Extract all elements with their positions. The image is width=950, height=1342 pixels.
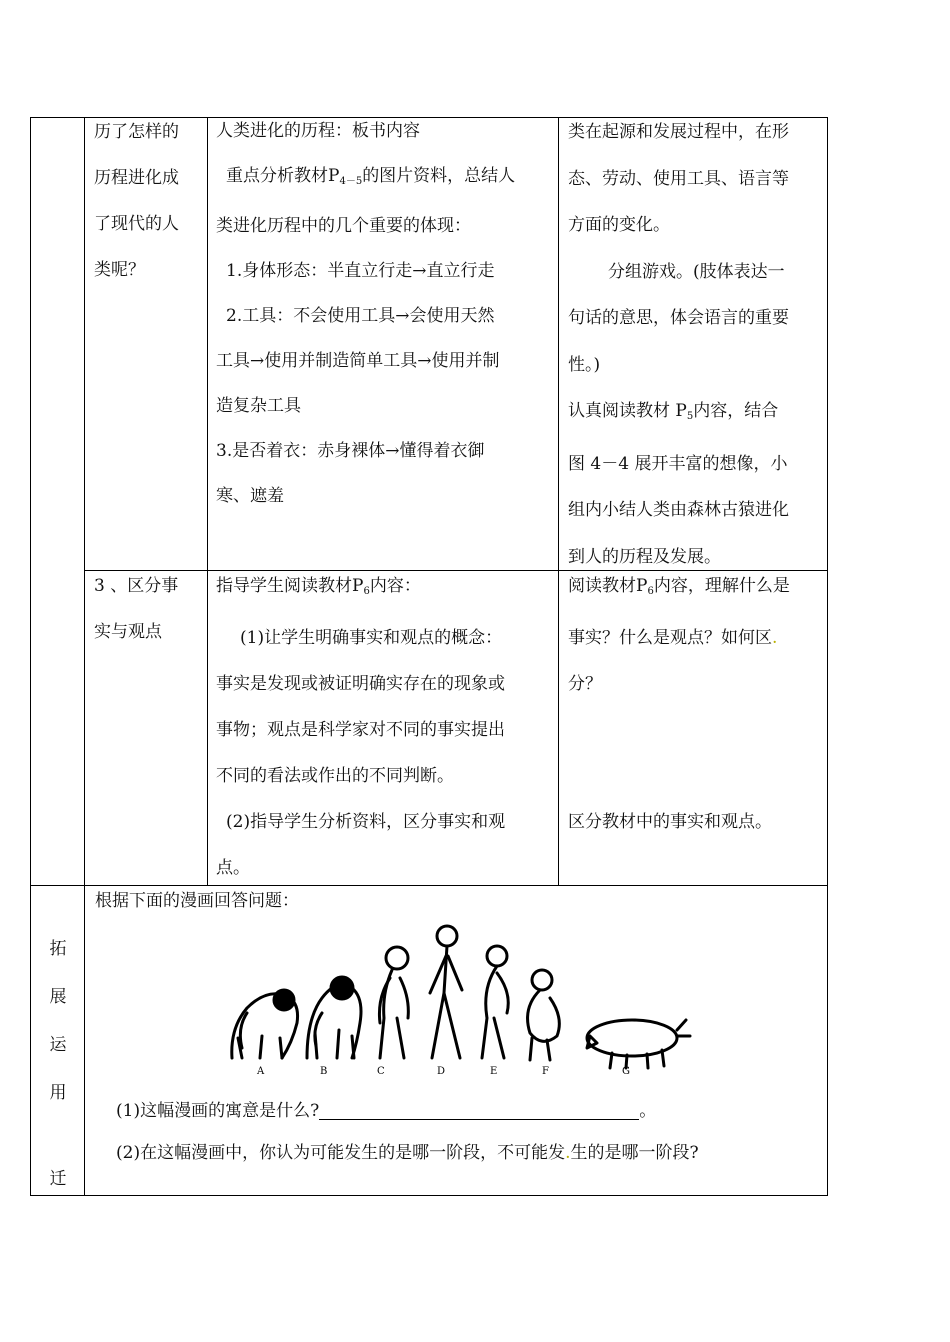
row1-student-line: 性。) <box>568 354 601 375</box>
question-1-text: (1)这幅漫画的寓意是什么? <box>116 1101 320 1121</box>
text-fragment: 指导学生阅读教材P <box>216 576 364 596</box>
side-char: 用 <box>49 1083 67 1103</box>
row2-student-cell <box>568 563 826 845</box>
row1-teacher-line: 3.是否着衣：赤身裸体→懂得着衣御 <box>216 441 485 461</box>
row1-student-line <box>568 388 826 441</box>
row1-topic-line: 历了怎样的 <box>94 122 179 142</box>
row2-student-line: 分？ <box>568 674 602 694</box>
row2-teacher-line: 事实是发现或被证明确实存在的现象或 <box>216 674 505 694</box>
subscript: 6 <box>647 586 654 597</box>
question-1-end: 。 <box>639 1101 657 1121</box>
figure-label: D <box>437 1066 446 1077</box>
table-bottom-border <box>30 1195 828 1196</box>
row2-student-line: 区分教材中的事实和观点。 <box>568 812 772 832</box>
row2-topic-cell <box>94 563 202 655</box>
text-fragment: 内容，结合 <box>693 401 779 421</box>
side-char: 迁 <box>49 1169 67 1189</box>
row2-teacher-line: (2)指导学生分析资料，区分事实和观 <box>226 812 506 832</box>
text-fragment: 认真阅读教材 P <box>568 401 687 421</box>
figure-e <box>482 946 508 1058</box>
figure-label: G <box>622 1066 630 1077</box>
subscript: 4－5 <box>339 176 363 187</box>
text-fragment: 内容： <box>369 576 421 596</box>
answer-blank[interactable] <box>319 1101 639 1120</box>
row1-student-line: 方面的变化。 <box>568 215 670 235</box>
row1-teacher-line: 类进化历程中的几个重要的体现： <box>216 216 471 236</box>
row1-student-line: 分组游戏。(肢体表达一 <box>608 261 785 282</box>
table-right-border <box>827 117 828 1196</box>
row2-teacher-line: (1)让学生明确事实和观点的概念： <box>240 628 503 648</box>
subscript: 5 <box>686 411 694 422</box>
row1-student-cell <box>568 109 826 580</box>
row3-side-label-bottom <box>32 1155 84 1203</box>
row1-topic-cell <box>94 109 202 293</box>
figure-d <box>430 926 462 1058</box>
row1-teacher-line: 1.身体形态：半直立行走→直立行走 <box>226 261 495 281</box>
row2-teacher-line: 点。 <box>216 858 250 878</box>
row2-teacher-line: 事物；观点是科学家对不同的事实提出 <box>216 720 505 740</box>
row1-student-line: 到人的历程及发展。 <box>568 546 721 567</box>
row2-student-line <box>568 615 826 661</box>
row1-topic-line: 了现代的人 <box>94 214 179 234</box>
row1-teacher-line <box>216 154 556 204</box>
row1-teacher-line: 2.工具：不会使用工具→会使用天然 <box>226 306 495 326</box>
figure-a <box>232 990 298 1058</box>
row2-student-line <box>568 563 826 615</box>
figure-c <box>379 947 408 1058</box>
side-char: 展 <box>49 987 67 1007</box>
question-1 <box>116 1088 656 1134</box>
question-2-text: (2)在这幅漫画中，你认为可能发生的是哪一阶段，不可能发 <box>116 1143 566 1163</box>
figure-label: F <box>542 1066 549 1077</box>
row3-side-label <box>32 925 84 1117</box>
figure-b <box>307 977 361 1058</box>
figure-label: C <box>377 1066 385 1077</box>
row1-teacher-cell <box>216 109 556 519</box>
text-fragment: 事实？什么是观点？如何区 <box>568 628 772 648</box>
side-char: 拓 <box>49 939 67 959</box>
row2-teacher-cell <box>216 563 556 891</box>
row1-student-line: 图 4－4 展开丰富的想像，小 <box>568 453 788 474</box>
text-fragment: 内容，理解什么是 <box>653 576 790 596</box>
col-divider-3 <box>558 117 559 886</box>
row1-topic-line: 历程进化成 <box>94 168 179 188</box>
row2-topic-line: 3 、区分事 <box>94 576 179 596</box>
figure-f <box>528 970 560 1060</box>
col-divider-1 <box>84 117 85 1196</box>
subscript: 6 <box>363 586 370 597</box>
figure-label: B <box>320 1066 328 1077</box>
figure-label: A <box>257 1066 265 1077</box>
evolution-cartoon <box>212 918 702 1078</box>
question-2 <box>116 1130 699 1176</box>
side-char: 运 <box>49 1035 67 1055</box>
row1-student-line: 类在起源和发展过程中，在形 <box>568 122 789 142</box>
row3-prompt: 根据下面的漫画回答问题： <box>95 891 299 911</box>
row1-student-line: 态、劳动、使用工具、语言等 <box>568 168 789 189</box>
stray-dot: . <box>772 628 778 648</box>
col-divider-2 <box>207 117 208 886</box>
row1-teacher-line: 造复杂工具 <box>216 396 301 416</box>
row1-student-line: 组内小结人类由森林古猿进化 <box>568 500 789 520</box>
figure-label: E <box>490 1066 498 1077</box>
row1-teacher-line: 寒、遮羞 <box>216 486 284 506</box>
row2-topic-line: 实与观点 <box>94 622 162 642</box>
question-2-text-end: 生的是哪一阶段? <box>570 1143 699 1163</box>
stray-dot: . <box>565 1143 571 1163</box>
figure-g <box>587 1020 690 1068</box>
row1-teacher-line: 人类进化的历程：板书内容 <box>216 121 420 141</box>
row2-teacher-line <box>216 563 556 615</box>
text-fragment: 阅读教材P <box>568 576 648 596</box>
table-left-border <box>30 117 31 1196</box>
text-fragment: 的图片资料，总结人 <box>362 166 516 186</box>
text-fragment: 重点分析教材P <box>226 166 340 186</box>
row1-student-line: 句话的意思，体会语言的重要 <box>568 308 789 328</box>
row1-teacher-line: 工具→使用并制造简单工具→使用并制 <box>216 351 500 371</box>
row1-topic-line: 类呢？ <box>94 260 145 280</box>
row2-teacher-line: 不同的看法或作出的不同判断。 <box>216 766 454 786</box>
